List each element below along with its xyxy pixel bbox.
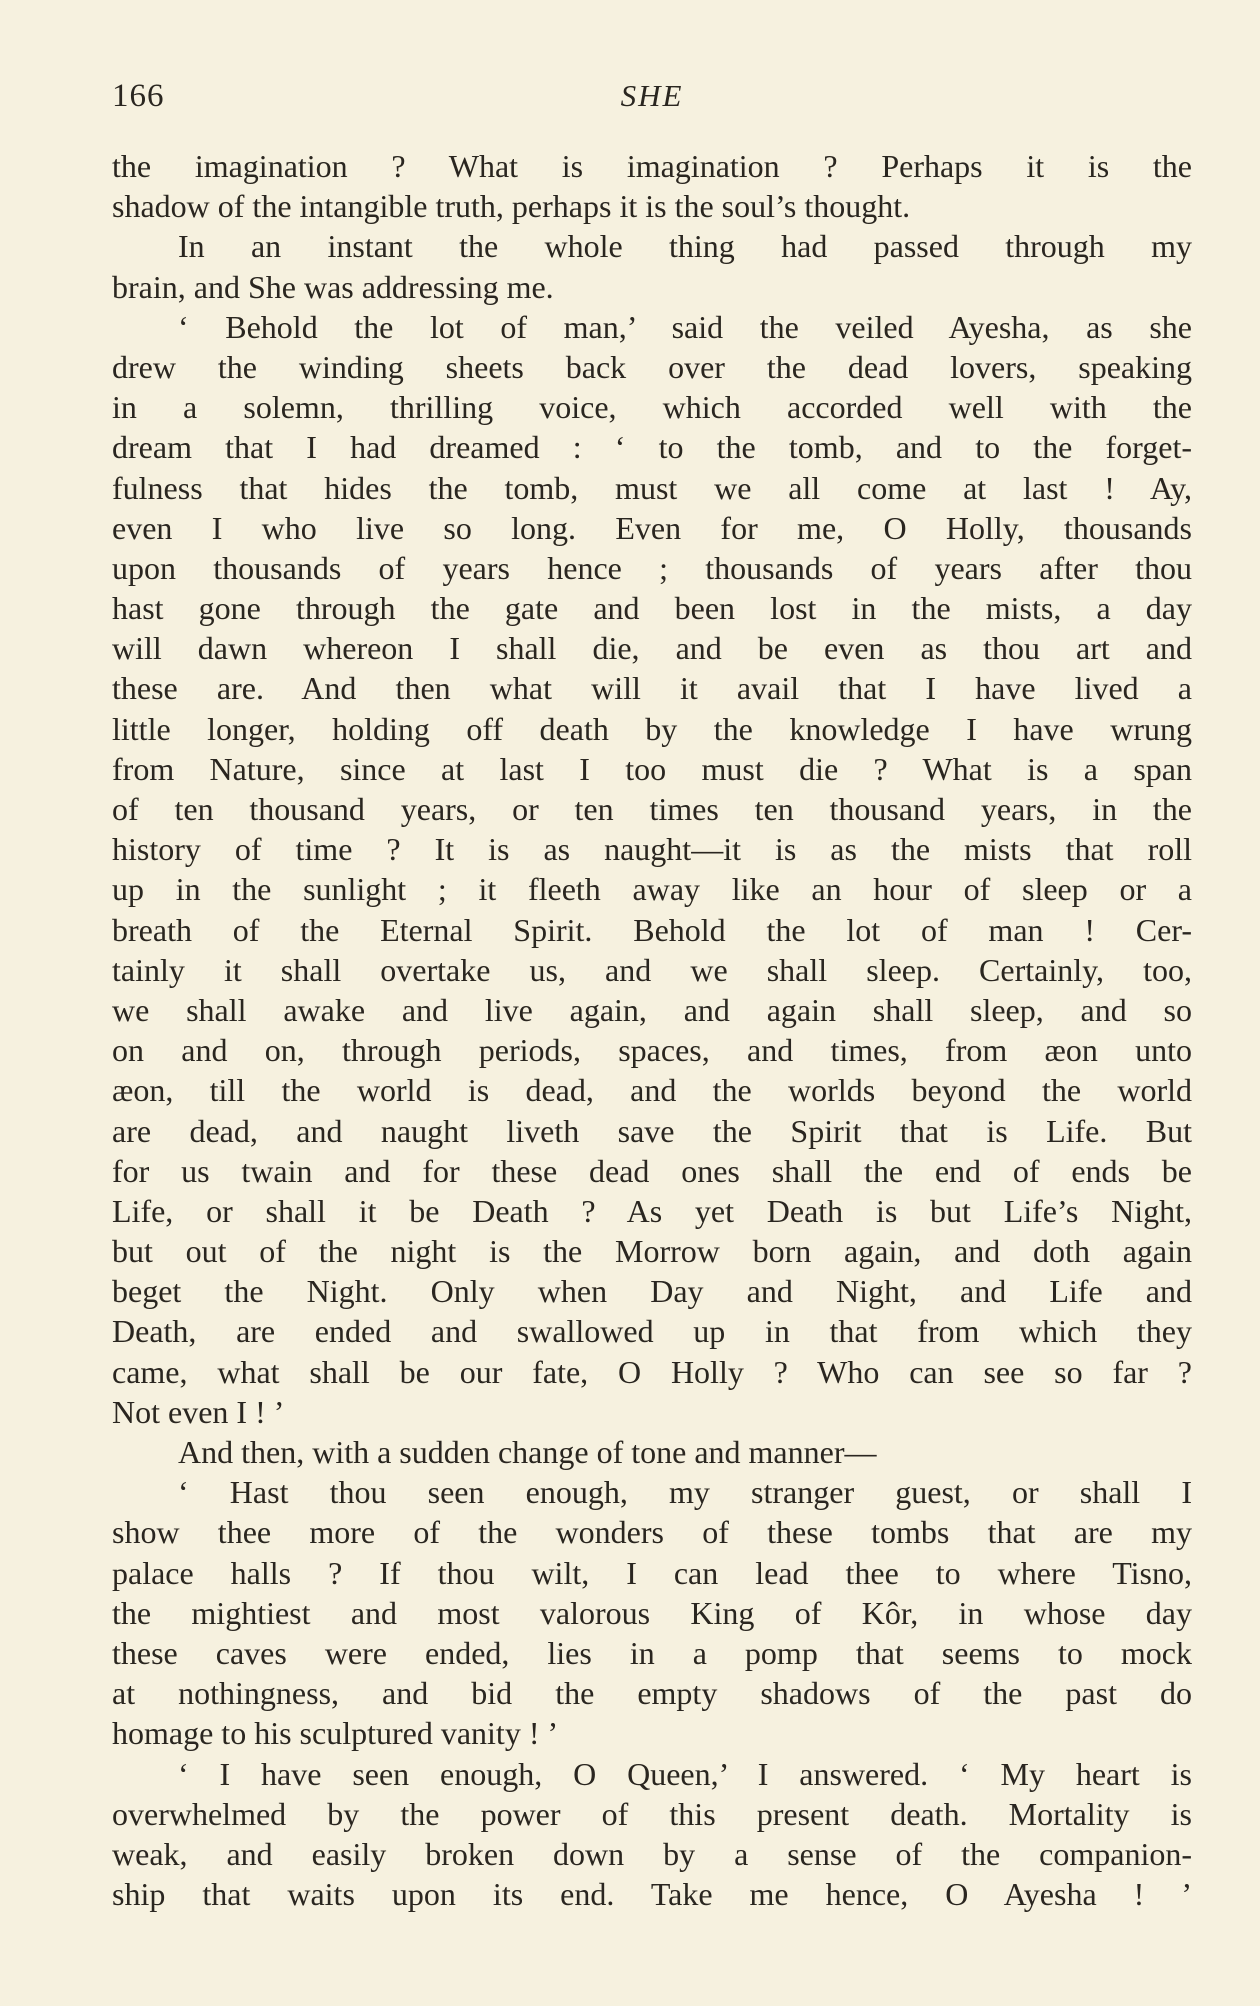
text-line: In an instant the whole thing had passed through my	[178, 228, 1192, 265]
running-title: SHE	[620, 78, 684, 113]
page-number: 166	[112, 78, 165, 114]
text-line: ‘ Hast thou seen enough, my stranger guest, or shall I	[178, 1474, 1192, 1511]
text-line: on and on, through periods, spaces, and times, from æon unto	[112, 1032, 1192, 1069]
page-header	[112, 78, 1192, 122]
text-line: the imagination ? What is imagination ? Perhaps it is the	[112, 148, 1192, 184]
text-line: breath of the Eternal Spirit. Behold the lot of man ! Cer-	[112, 911, 1192, 948]
text-line: in a solemn, thrilling voice, which accorded well with the	[112, 389, 1192, 426]
text-line: little longer, holding off death by the knowledge I have wrung	[112, 710, 1192, 747]
text-line: brain, and She was addressing me.	[112, 268, 554, 305]
text-line: weak, and easily broken down by a sense of the companion-	[112, 1835, 1192, 1872]
text-line: ship that waits upon its end. Take me hence, O Ayesha ! ’	[112, 1876, 1192, 1913]
text-line: hast gone through the gate and been lost in the mists, a day	[112, 590, 1192, 627]
text-line: these caves were ended, lies in a pomp that seems to mock	[112, 1634, 1192, 1671]
text-line: fulness that hides the tomb, must we all come at last ! Ay,	[112, 469, 1192, 506]
text-line: came, what shall be our fate, O Holly ? Who can see so far ?	[112, 1353, 1192, 1390]
text-line: Not even I ! ’	[112, 1393, 285, 1430]
text-line: up in the sunlight ; it fleeth away like an hour of sleep or a	[112, 871, 1192, 908]
text-line: Death, are ended and swallowed up in that from which they	[112, 1313, 1192, 1350]
text-line: ‘ Behold the lot of man,’ said the veiled Ayesha, as she	[178, 308, 1192, 345]
text-line: history of time ? It is as naught—it is as the mists that roll	[112, 831, 1192, 868]
text-line: from Nature, since at last I too must die ? What is a span	[112, 750, 1192, 787]
text-line: overwhelmed by the power of this present death. Mortality is	[112, 1795, 1192, 1832]
text-line: even I who live so long. Even for me, O Holly, thousands	[112, 509, 1192, 546]
text-line: ‘ I have seen enough, O Queen,’ I answered. ‘ My heart is	[178, 1755, 1192, 1792]
text-line: these are. And then what will it avail that I have lived a	[112, 670, 1192, 707]
text-line: upon thousands of years hence ; thousands of years after thou	[112, 549, 1192, 586]
text-line: Life, or shall it be Death ? As yet Death is but Life’s Night,	[112, 1192, 1192, 1229]
text-line: at nothingness, and bid the empty shadows of the past do	[112, 1675, 1192, 1712]
text-line: of ten thousand years, or ten times ten thousand years, in the	[112, 791, 1192, 827]
text-line: shadow of the intangible truth, perhaps it is the soul’s thought.	[112, 188, 911, 225]
text-line: will dawn whereon I shall die, and be even as thou art and	[112, 630, 1192, 667]
text-line: homage to his sculptured vanity ! ’	[112, 1715, 559, 1752]
text-line: show thee more of the wonders of these tombs that are my	[112, 1514, 1192, 1551]
text-line: palace halls ? If thou wilt, I can lead thee to where Tisno,	[112, 1554, 1192, 1591]
text-line: but out of the night is the Morrow born again, and doth again	[112, 1233, 1192, 1270]
text-line: æon, till the world is dead, and the worlds beyond the world	[112, 1072, 1192, 1109]
text-line: tainly it shall overtake us, and we shall sleep. Certainly, too,	[112, 951, 1192, 988]
text-line: And then, with a sudden change of tone and manner—	[178, 1434, 877, 1470]
text-line: dream that I had dreamed : ‘ to the tomb, and to the forget-	[112, 429, 1192, 466]
body-text	[112, 146, 1192, 1914]
text-line: for us twain and for these dead ones shall the end of ends be	[112, 1152, 1192, 1189]
text-line: beget the Night. Only when Day and Night, and Life and	[112, 1273, 1192, 1310]
text-line: the mightiest and most valorous King of Kôr, in whose day	[112, 1594, 1192, 1631]
text-line: drew the winding sheets back over the dead lovers, speaking	[112, 348, 1192, 385]
text-line: we shall awake and live again, and again shall sleep, and so	[112, 991, 1192, 1028]
text-line: are dead, and naught liveth save the Spirit that is Life. But	[112, 1112, 1192, 1149]
